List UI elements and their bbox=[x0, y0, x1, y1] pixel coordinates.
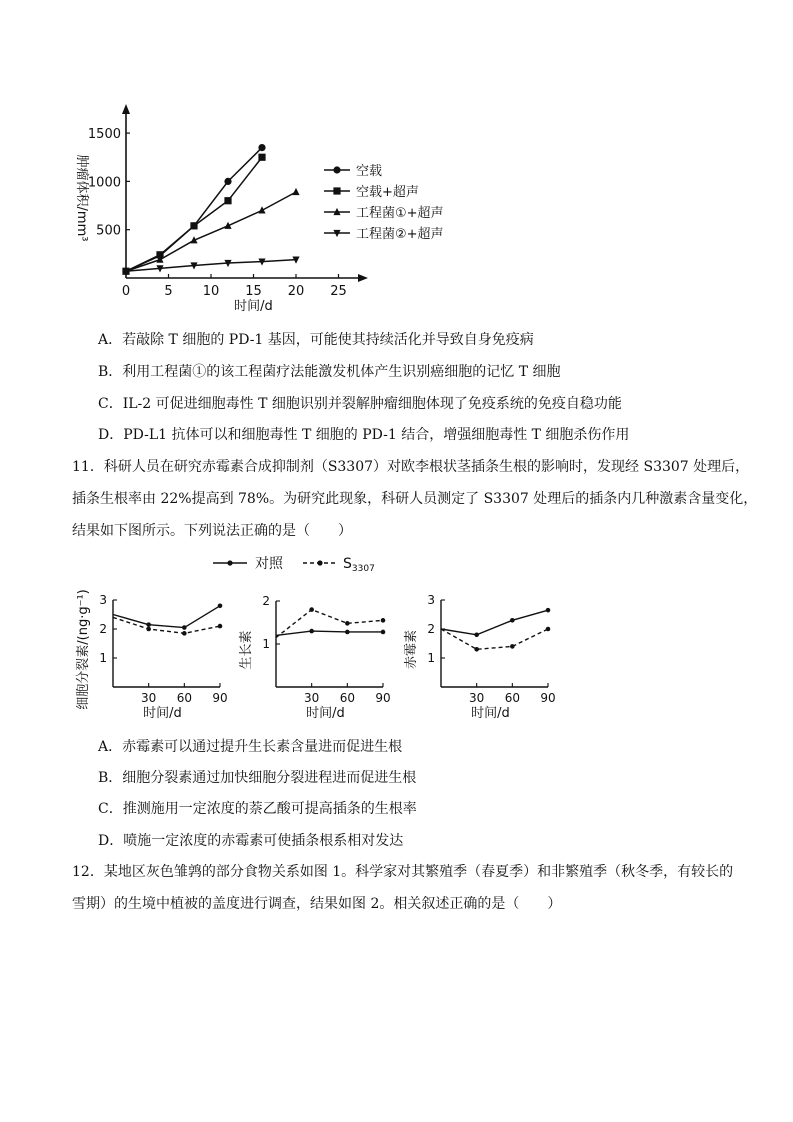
data-point bbox=[510, 618, 515, 623]
y-tick-label: 1 bbox=[427, 651, 435, 665]
x-tick-label: 90 bbox=[375, 691, 391, 705]
legend-label: 空载 bbox=[356, 164, 383, 179]
y-tick-label: 2 bbox=[99, 622, 107, 636]
y-axis-arrow bbox=[122, 104, 130, 114]
legend-control-marker bbox=[227, 560, 232, 565]
y-axis-label: 肿瘤体积/mm³ bbox=[74, 154, 89, 242]
x-tick-label: 60 bbox=[504, 691, 520, 705]
y-tick-label: 3 bbox=[427, 593, 435, 607]
y-tick-label: 1500 bbox=[87, 127, 121, 143]
data-point bbox=[182, 631, 187, 636]
y-tick-label: 1 bbox=[99, 651, 107, 665]
data-point bbox=[345, 621, 350, 626]
y-axis-label: 细胞分裂素/(ng·g⁻¹) bbox=[76, 589, 91, 710]
y-axis-label: 赤霉素 bbox=[404, 629, 419, 670]
gibberellin-chart bbox=[403, 585, 563, 725]
x-tick-label: 0 bbox=[121, 284, 131, 299]
data-point bbox=[218, 604, 223, 609]
x-tick-label: 10 bbox=[202, 284, 220, 299]
q10-option-b: B．利用工程菌①的该工程菌疗法能激发机体产生识别癌细胞的记忆 T 细胞 bbox=[98, 364, 561, 380]
y-tick-label: 1 bbox=[262, 637, 270, 651]
cytokinin-chart bbox=[75, 585, 235, 725]
tumor-volume-chart bbox=[60, 100, 460, 315]
data-point bbox=[146, 627, 151, 632]
data-point bbox=[546, 627, 551, 632]
series-line-control bbox=[441, 610, 548, 635]
x-tick-label: 90 bbox=[540, 691, 556, 705]
x-tick-label: 90 bbox=[212, 691, 228, 705]
auxin-chart bbox=[238, 585, 398, 725]
data-point bbox=[224, 197, 231, 204]
y-tick-label: 2 bbox=[427, 622, 435, 636]
data-point bbox=[258, 206, 265, 213]
series-line-2 bbox=[126, 157, 262, 271]
series-line-1 bbox=[126, 148, 262, 272]
y-tick-label: 3 bbox=[99, 593, 107, 607]
data-point bbox=[381, 618, 386, 623]
y-tick-label: 2 bbox=[262, 594, 270, 608]
q11-stem-line-3: 结果如下图所示。下列说法正确的是（ ） bbox=[72, 523, 352, 539]
legend-marker bbox=[333, 166, 340, 173]
x-tick-label: 60 bbox=[176, 691, 192, 705]
data-point bbox=[474, 647, 479, 652]
y-axis-label: 生长素 bbox=[239, 630, 254, 670]
legend-control-label: 对照 bbox=[255, 556, 283, 572]
x-axis-label: 时间/d bbox=[234, 299, 273, 314]
q10-option-d: D．PD-L1 抗体可以和细胞毒性 T 细胞的 PD-1 结合，增强细胞毒性 T 细胞杀伤作用 bbox=[98, 427, 630, 443]
q11-option-c: C．推测施用一定浓度的萘乙酸可提高插条的生根率 bbox=[98, 801, 417, 817]
legend-treated-marker bbox=[317, 560, 322, 565]
legend-label: 空载+超声 bbox=[356, 185, 419, 200]
q11-stem-line-1: 11．科研人员在研究赤霉素合成抑制剂（S3307）对欧李根状茎插条生根的影响时，发现经 S3307 处理后， bbox=[72, 459, 750, 475]
series-line-control bbox=[113, 606, 220, 628]
series-line-control bbox=[276, 631, 383, 635]
data-point bbox=[546, 608, 551, 613]
q11-option-a: A．赤霉素可以通过提升生长素含量进而促进生根 bbox=[98, 739, 403, 755]
x-tick-label: 30 bbox=[304, 691, 320, 705]
data-point bbox=[258, 154, 265, 161]
x-tick-label: 30 bbox=[141, 691, 157, 705]
q12-stem-line-2: 雪期）的生境中植被的盖度进行调查，结果如图 2。相关叙述正确的是（ ） bbox=[72, 896, 562, 912]
q12-stem-line-1: 12．某地区灰色雏鹑的部分食物关系如图 1。科学家对其繁殖季（春夏季）和非繁殖季（秋冬季，有较长的 bbox=[72, 864, 734, 880]
data-point bbox=[182, 625, 187, 630]
data-point bbox=[292, 188, 299, 195]
legend-marker bbox=[333, 187, 340, 194]
q10-option-a: A．若敲除 T 细胞的 PD-1 基因，可能使其持续活化并导致自身免疫病 bbox=[98, 332, 534, 348]
q11-option-d: D．喷施一定浓度的赤霉素可使插条根系相对发达 bbox=[98, 833, 404, 849]
legend-treated-label: $S_{3307}$ bbox=[343, 556, 375, 574]
data-point bbox=[258, 144, 265, 151]
x-tick-label: 20 bbox=[287, 284, 305, 299]
legend-label: 工程菌②+超声 bbox=[356, 227, 444, 242]
data-point bbox=[345, 630, 350, 635]
data-point bbox=[510, 644, 515, 649]
x-tick-label: 25 bbox=[330, 284, 347, 299]
x-tick-label: 5 bbox=[164, 284, 173, 299]
x-axis-label: 时间/d bbox=[306, 706, 345, 721]
q10-option-c: C．IL-2 可促进细胞毒性 T 细胞识别并裂解肿瘤细胞体现了免疫系统的免疫自稳功能 bbox=[98, 396, 622, 412]
x-tick-label: 30 bbox=[469, 691, 485, 705]
data-point bbox=[146, 622, 151, 627]
x-axis-arrow bbox=[358, 274, 368, 282]
data-point bbox=[224, 178, 231, 185]
x-tick-label: 15 bbox=[245, 284, 262, 299]
hormone-legend bbox=[205, 550, 395, 576]
series-line-4 bbox=[126, 260, 296, 272]
x-axis-label: 时间/d bbox=[143, 706, 182, 721]
x-axis-label: 时间/d bbox=[471, 706, 510, 721]
data-point bbox=[309, 607, 314, 612]
data-point bbox=[218, 624, 223, 629]
q11-stem-line-2: 插条生根率由 22%提高到 78%。为研究此现象，科研人员测定了 S3307 处理后的插条内几种激素含量变化， bbox=[72, 491, 758, 507]
data-point bbox=[190, 222, 197, 229]
data-point bbox=[309, 629, 314, 634]
data-point bbox=[381, 630, 386, 635]
x-tick-label: 60 bbox=[339, 691, 355, 705]
y-tick-label: 1000 bbox=[87, 175, 121, 191]
q11-option-b: B．细胞分裂素通过加快细胞分裂进程进而促进生根 bbox=[98, 770, 417, 786]
legend-label: 工程菌①+超声 bbox=[356, 206, 444, 221]
data-point bbox=[474, 633, 479, 638]
y-tick-label: 500 bbox=[96, 223, 121, 239]
